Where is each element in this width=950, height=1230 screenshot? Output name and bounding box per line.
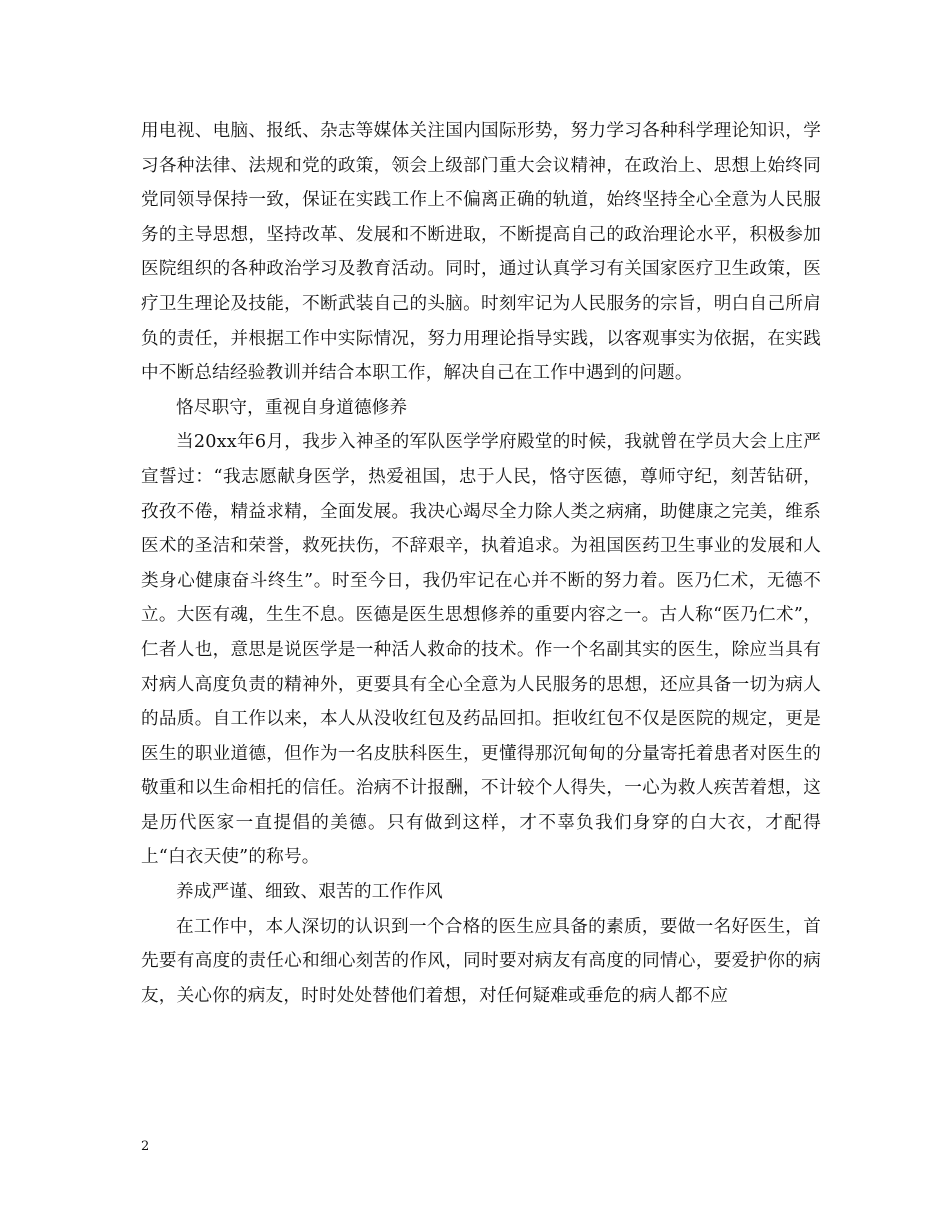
section-heading-work-style: 养成严谨、细致、艰苦的工作作风 xyxy=(176,882,443,903)
paragraph-medical-ethics: 当20xx年6月，我步入神圣的军队医学学府殿堂的时候，我就曾在学员大会上庄严宣誓过：“我志愿献身医学，热爱祖国，忠于人民，恪守医德，尊师守纪，刻苦钻研，孜孜不倦，精益求精，全面发展。我决心竭尽全力除人类之病痛，助健康之完美，维系医术的圣洁和荣誉，救死扶伤，不辞艰辛，执着追求。为祖国医药卫生事业的发展和人类身心健康奋斗终生”。时至今日，我仍牢记在心并不断的努力着。医乃仁术，无德不立。大医有魂，生生不息。医德是医生思想修养的重要内容之一。古人称“医乃仁术”，仁者人也，意思是说医学是一种活人救命的技术。作一个名副其实的医生，除应当具有对病人高度负责的精神外，更要具有全心全意为人民服务的思想，还应具备一切为病人的品质。自工作以来，本人从没收红包及药品回扣。拒收红包不仅是医院的规定，更是医生的职业道德，但作为一名皮肤科医生，更懂得那沉甸甸的分量寄托着患者对医生的敬重和以生命相托的信任。治病不计报酬，不计较个人得失，一心为救人疾苦着想，这是历代医家一直提倡的美德。只有做到这样，才不辜负我们身穿的白大衣，才配得上“白衣天使”的称号。 xyxy=(141,432,821,868)
document-body xyxy=(141,114,821,1013)
paragraph-political-study: 用电视、电脑、报纸、杂志等媒体关注国内国际形势，努力学习各种科学理论知识，学习各种法律、法规和党的政策，领会上级部门重大会议精神，在政治上、思想上始终同党同领导保持一致，保证在实践工作上不偏离正确的轨道，始终坚持全心全意为人民服务的主导思想，坚持改革、发展和不断进取，不断提高自己的政治理论水平，积极参加医院组织的各种政治学习及教育活动。同时，通过认真学习有关国家医疗卫生政策，医疗卫生理论及技能，不断武装自己的头脑。时刻牢记为人民服务的宗旨，明白自己所肩负的责任，并根据工作中实际情况，努力用理论指导实践，以客观事实为依据，在实践中不断总结经验教训并结合本职工作，解决自己在工作中遇到的问题。 xyxy=(141,121,821,384)
section-heading-professional-ethics: 恪尽职守，重视自身道德修养 xyxy=(176,397,408,418)
page-number: 2 xyxy=(141,1139,150,1154)
paragraph-work-style: 在工作中，本人深切的认识到一个合格的医生应具备的素质，要做一名好医生，首先要有高度的责任心和细心刻苦的作风，同时要对病友有高度的同情心，要爱护你的病友，关心你的病友，时时处处替他们着想，对任何疑难或垂危的病人都不应 xyxy=(141,916,821,1006)
